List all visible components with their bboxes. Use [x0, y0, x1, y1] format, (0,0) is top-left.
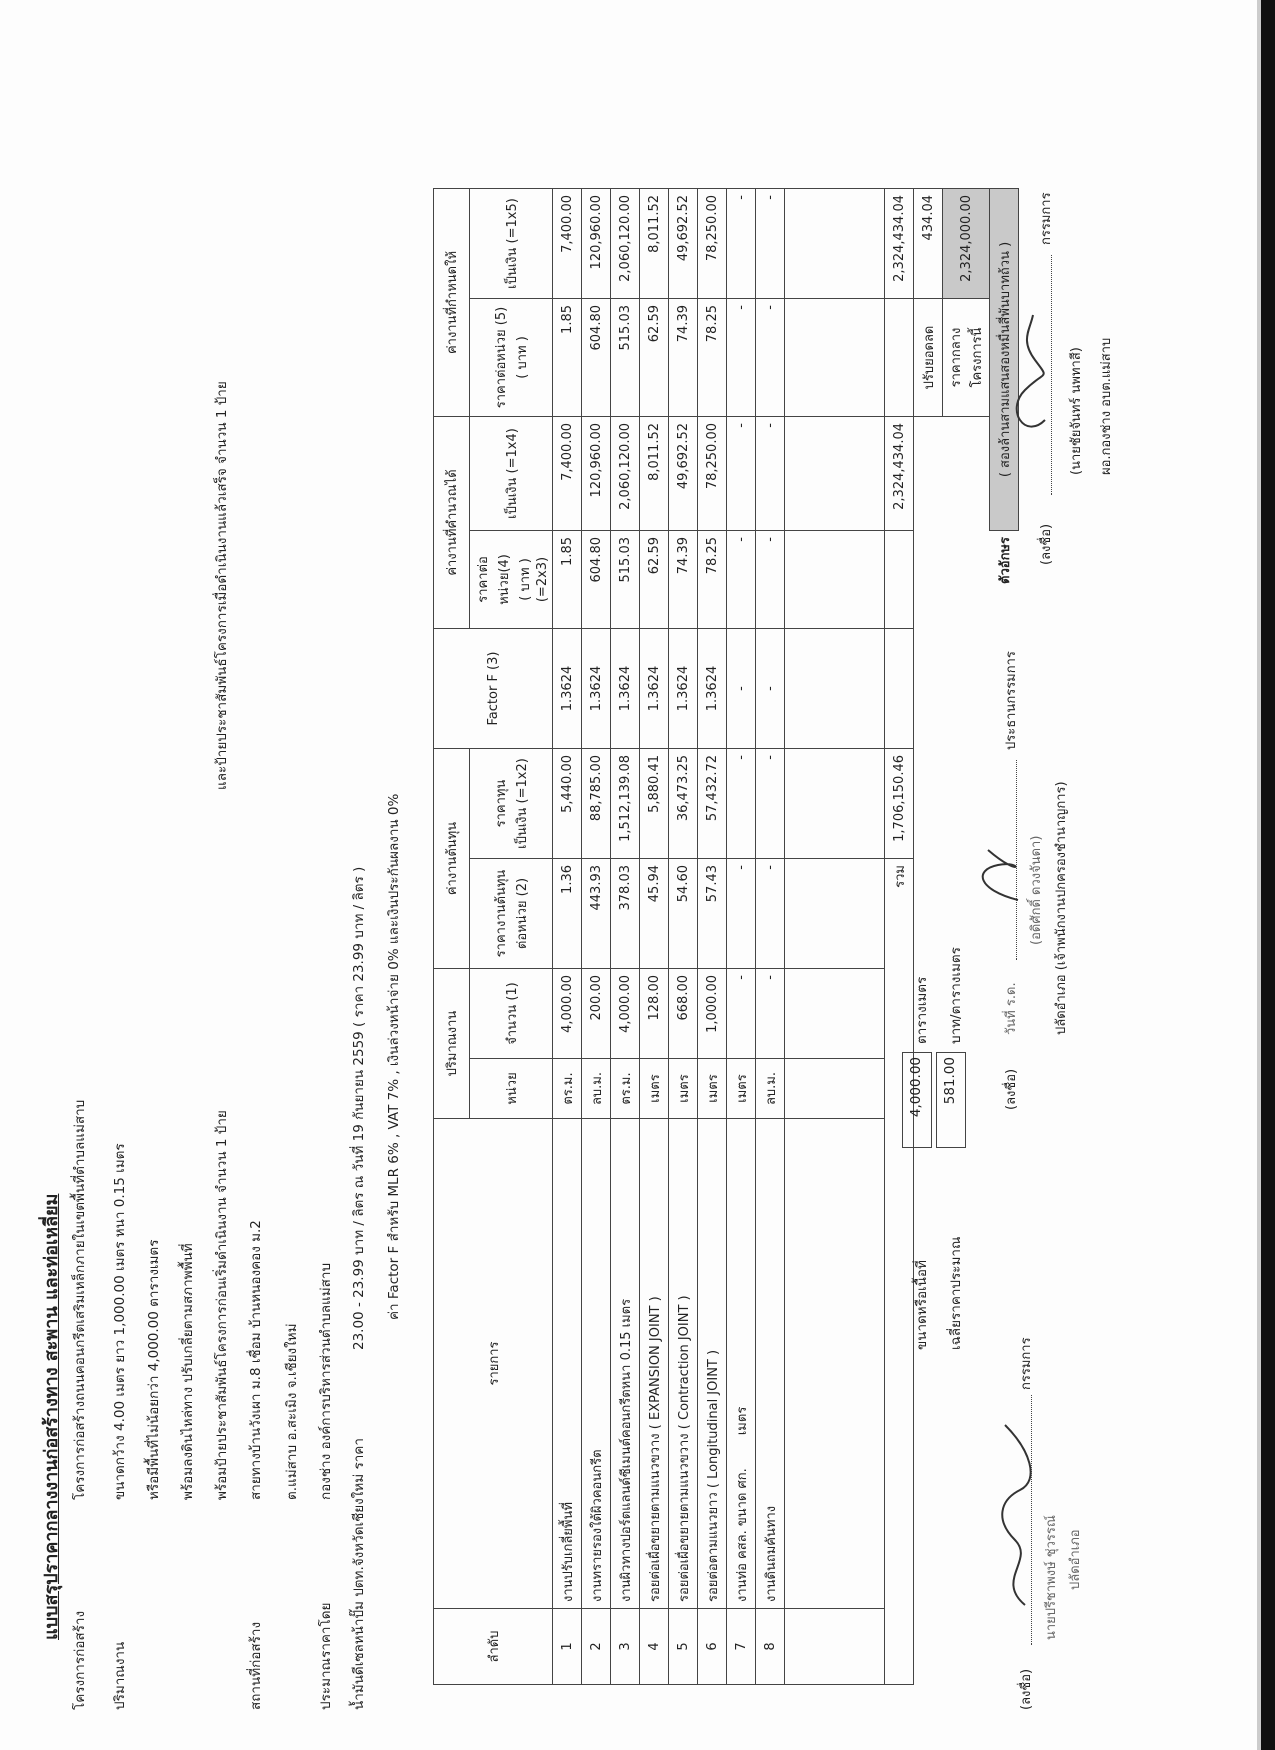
cell-unit: ลบ.ม.: [756, 1059, 785, 1119]
cell-qty: -: [756, 969, 785, 1059]
cell-no: 7: [727, 1609, 756, 1685]
sign2-signature: [968, 830, 1028, 910]
area-unit: ตารางเมตร: [914, 976, 930, 1044]
cell-calc-amount: 7,400.00: [553, 417, 582, 531]
cell-qty: 4,000.00: [611, 969, 640, 1059]
quantity-line-1: ขนาดกว้าง 4.00 เมตร ยาว 1,000.00 เมตร หนา 0.15 เมตร: [112, 1143, 128, 1500]
avg-label: เฉลี่ยราคาประมาณ: [948, 1236, 964, 1350]
table-row: [698, 189, 727, 1685]
table-row: [669, 189, 698, 1685]
header-item: รายการ: [434, 1119, 553, 1609]
sign1-name: นายปรีชาพงษ์ ชุ่วรรณ์: [1044, 1515, 1059, 1640]
cell-set-unit: 515.03: [611, 299, 640, 417]
cell-unit: ตร.ม.: [611, 1059, 640, 1119]
cell-factor: 1.3624: [582, 629, 611, 749]
location-line-1: สายทางบ้านวังเผา ม.8 เชื่อม บ้านหนองคอง ม.2: [248, 1220, 264, 1500]
header-quantity-group: ปริมาณงาน: [434, 969, 470, 1119]
sign3-signature: [1005, 310, 1055, 440]
table-row: [582, 189, 611, 1685]
table-row: [785, 189, 885, 1685]
cell-factor: 1.3624: [640, 629, 669, 749]
cell-item: งานทรายรองใต้ผิวคอนกรีต: [582, 1119, 611, 1609]
rounding-row: [914, 189, 943, 1685]
cell-unit-cost: 54.60: [669, 859, 698, 969]
quantity-label: ปริมาณงาน: [112, 1641, 128, 1710]
cell-item: รอยต่อตามแนวยาว ( Longitudinal JOINT ): [698, 1119, 727, 1609]
cell-unit: เมตร: [669, 1059, 698, 1119]
cell-set-amount: 49,692.52: [669, 189, 698, 299]
sign3-prefix: (ลงชื่อ): [1039, 523, 1054, 565]
cell-factor: 1.3624: [611, 629, 640, 749]
cell-unit-cost: 378.03: [611, 859, 640, 969]
total-set: 2,324,434.04: [885, 189, 914, 299]
table-row: [640, 189, 669, 1685]
cell-cost: -: [727, 749, 756, 859]
area-label: ขนาดหรือเนื้อที่: [914, 1260, 930, 1350]
sign3-name: (นายชัยจันทร์ นพทาสี): [1069, 347, 1084, 475]
total-label: รวม: [885, 859, 914, 1685]
cell-calc-amount: 49,692.52: [669, 417, 698, 531]
sign2-chair: ประธานกรรมการ: [1004, 651, 1019, 750]
location-line-2: ต.แม่สาบ อ.สะเมิง จ.เชียงใหม่: [284, 1323, 300, 1500]
header-cost-amount: [470, 749, 553, 859]
sign1-title: ปลัดอำเภอ: [1068, 1529, 1083, 1590]
cell-calc-unit: 604.80: [582, 531, 611, 629]
quantity-line-4b: และป้ายประชาสัมพันธ์โครงการเมื่อดำเนินงานแล้วเสร็จ จำนวน 1 ป้าย: [214, 381, 230, 790]
cell-unit: เมตร: [640, 1059, 669, 1119]
header-qty: จำนวน (1): [470, 969, 553, 1059]
table-row: [727, 189, 756, 1685]
cell-calc-unit: 78.25: [698, 531, 727, 629]
cell-calc-unit: -: [727, 531, 756, 629]
sign3-role: กรรมการ: [1039, 192, 1054, 245]
cell-cost: 88,785.00: [582, 749, 611, 859]
sign2-title: ปลัดอำเภอ (เจ้าพนักงานปกครองชำนาญการ): [1054, 781, 1069, 1035]
header-unit: หน่วย: [470, 1059, 553, 1119]
location-label: สถานที่ก่อสร้าง: [248, 1621, 264, 1710]
cell-set-unit: 1.85: [553, 299, 582, 417]
quantity-line-3: พร้อมลงดินไหล่ทาง ปรับเกลี่ยตามสภาพพื้นที่: [180, 1243, 196, 1500]
cell-item: งานปรับเกลี่ยพื้นที่: [553, 1119, 582, 1609]
cell-set-amount: 78,250.00: [698, 189, 727, 299]
cell-unit: ลบ.ม.: [582, 1059, 611, 1119]
letters-label: ตัวอักษร: [997, 537, 1013, 584]
median-label: ราคากลางโครงการนี้: [943, 299, 990, 417]
total-calc: 2,324,434.04: [885, 417, 914, 531]
header-no: ลำดับ: [434, 1609, 553, 1685]
cell-calc-amount: 2,060,120.00: [611, 417, 640, 531]
cell-set-unit: 74.39: [669, 299, 698, 417]
total-cost: 1,706,150.46: [885, 749, 914, 859]
cell-item: งานท่อ คสล. ขนาด ศก. เมตร: [727, 1119, 756, 1609]
header-calc-unit-line1: ราคาต่อหน่วย(4): [476, 554, 512, 605]
header-set-group: ค่างานที่กำหนดให้: [434, 189, 470, 417]
quantity-line-4: พร้อมป้ายประชาสัมพันธ์โครงการก่อนเริ่มดำเนินงาน จำนวน 1 ป้าย: [214, 1110, 230, 1500]
cell-calc-unit: 1.85: [553, 531, 582, 629]
cell-calc-amount: 8,011.52: [640, 417, 669, 531]
estimator-value: กองช่าง องค์การบริหารส่วนตำบลแม่สาบ: [318, 1262, 334, 1500]
sign1-signature: [990, 1420, 1040, 1610]
table-row: [611, 189, 640, 1685]
cell-factor: -: [756, 629, 785, 749]
header-unit-cost-line1: ราคางานต้นทุน: [494, 869, 509, 958]
cell-no: 2: [582, 1609, 611, 1685]
cost-table: [433, 188, 1019, 1685]
cell-calc-amount: -: [727, 417, 756, 531]
table-row: [553, 189, 582, 1685]
header-calc-unit-line2: ( บาท ) (=2x3): [518, 556, 550, 603]
header-unit-cost-line2: ต่อหน่วย (2): [515, 877, 530, 950]
cell-no: 8: [756, 1609, 785, 1685]
cell-cost: 5,880.41: [640, 749, 669, 859]
rounding-label: ปรับยอดลด: [914, 299, 943, 417]
cell-unit: ตร.ม.: [553, 1059, 582, 1119]
cell-unit-cost: -: [727, 859, 756, 969]
header-set-unit-line2: ( บาท ): [515, 336, 530, 379]
cell-no: 4: [640, 1609, 669, 1685]
header-cost-amount-line1: ราคาทุน: [494, 779, 509, 828]
sign2-prefix: (ลงชื่อ): [1004, 1068, 1019, 1110]
cell-factor: 1.3624: [669, 629, 698, 749]
cell-factor: 1.3624: [553, 629, 582, 749]
cell-qty: 128.00: [640, 969, 669, 1059]
cell-set-amount: -: [727, 189, 756, 299]
sign2-date: วันที่ ร.ด.: [1004, 982, 1019, 1035]
cell-qty: 668.00: [669, 969, 698, 1059]
cell-calc-amount: 120,960.00: [582, 417, 611, 531]
header-set-unit-line1: ราคาต่อหน่วย (5): [494, 306, 509, 409]
cell-factor: -: [727, 629, 756, 749]
cell-set-amount: 120,960.00: [582, 189, 611, 299]
cell-unit-cost: -: [756, 859, 785, 969]
cell-calc-unit: 74.39: [669, 531, 698, 629]
cell-set-amount: 7,400.00: [553, 189, 582, 299]
cell-set-amount: 2,060,120.00: [611, 189, 640, 299]
cell-calc-unit: -: [756, 531, 785, 629]
sign3-title: ผอ.กองช่าง อบต.แม่สาบ: [1099, 337, 1114, 475]
header-set-unit: [470, 299, 553, 417]
fuel-label: น้ำมันดีเซลหน้าปั๊ม ปตท.จังหวัดเชียงใหม่ ราคา: [351, 1438, 367, 1710]
cell-calc-unit: 62.59: [640, 531, 669, 629]
cell-cost: 36,473.25: [669, 749, 698, 859]
cell-qty: -: [727, 969, 756, 1059]
project-label: โครงการก่อสร้าง: [72, 1610, 88, 1710]
cell-calc-unit: 515.03: [611, 531, 640, 629]
cell-item: รอยต่อเผื่อขยายตามแนวขวาง ( Contraction JOINT ): [669, 1119, 698, 1609]
cell-cost: -: [756, 749, 785, 859]
cell-set-unit: 78.25: [698, 299, 727, 417]
header-calc-unit: [470, 531, 553, 629]
median-value: 2,324,000.00: [943, 189, 990, 299]
header-cost-amount-line2: เป็นเงิน (=1x2): [515, 758, 530, 849]
total-row: [885, 189, 914, 1685]
cell-calc-amount: -: [756, 417, 785, 531]
cell-unit-cost: 443.93: [582, 859, 611, 969]
cell-no: 6: [698, 1609, 727, 1685]
factor-line: ค่า Factor F สำหรับ MLR 6% , VAT 7% , เงินล่วงหน้าจ่าย 0% และเงินประกันผลงาน 0%: [386, 793, 402, 1320]
sign2-name: (อดิศักดิ์ ดวงจันดา): [1029, 835, 1044, 945]
cell-item: งานผิวทางปอร์ตแลนด์ซีเมนต์คอนกรีตหนา 0.15 เมตร: [611, 1119, 640, 1609]
cell-set-amount: 8,011.52: [640, 189, 669, 299]
fuel-value: 23.00 - 23.99 บาท / ลิตร ณ วันที่ 19 กันยายน 2559 ( ราคา 23.99 บาท / ลิตร ): [351, 866, 367, 1350]
cell-item: รอยต่อเผื่อขยายตามแนวขวาง ( EXPANSION JOINT ): [640, 1119, 669, 1609]
cell-unit-cost: 45.94: [640, 859, 669, 969]
header-set-amount: เป็นเงิน (=1x5): [470, 189, 553, 299]
cell-qty: 4,000.00: [553, 969, 582, 1059]
cell-factor: 1.3624: [698, 629, 727, 749]
header-unit-cost: [470, 859, 553, 969]
header-cost-group: ค่างานต้นทุน: [434, 749, 470, 969]
cell-set-unit: -: [727, 299, 756, 417]
sign1-role: กรรมการ: [1019, 1337, 1034, 1390]
rounding-value: 434.04: [914, 189, 943, 299]
cell-item: งานดินถมคันทาง: [756, 1119, 785, 1609]
letters-value: ( สองล้านสามแสนสองหมื่นสี่พันบาทถ้วน ): [990, 189, 1019, 531]
median-row: [943, 189, 990, 1685]
avg-value: 581.00: [936, 1052, 966, 1148]
cell-no: 1: [553, 1609, 582, 1685]
area-value: 4,000.00: [902, 1052, 932, 1148]
cell-no: 3: [611, 1609, 640, 1685]
cell-set-unit: -: [756, 299, 785, 417]
cell-unit-cost: 1.36: [553, 859, 582, 969]
header-factor: Factor F (3): [434, 629, 553, 749]
cell-qty: 1,000.00: [698, 969, 727, 1059]
cell-cost: 5,440.00: [553, 749, 582, 859]
cell-unit: เมตร: [698, 1059, 727, 1119]
cell-set-amount: -: [756, 189, 785, 299]
document-title: แบบสรุปราคากลางงานก่อสร้างทาง สะพาน และท่อเหลี่ยม: [41, 1193, 62, 1640]
cell-unit: เมตร: [727, 1059, 756, 1119]
sign1-prefix: (ลงชื่อ): [1019, 1668, 1034, 1710]
cell-unit-cost: 57.43: [698, 859, 727, 969]
cell-set-unit: 62.59: [640, 299, 669, 417]
quantity-line-2: หรือมีพื้นที่ไม่น้อยกว่า 4,000.00 ตารางเมตร: [146, 1239, 162, 1500]
cell-qty: 200.00: [582, 969, 611, 1059]
estimator-label: ประมาณราคาโดย: [318, 1602, 334, 1710]
table-row: [756, 189, 785, 1685]
cell-cost: 57,432.72: [698, 749, 727, 859]
cell-set-unit: 604.80: [582, 299, 611, 417]
cell-no: 5: [669, 1609, 698, 1685]
avg-unit: บาท/ตารางเมตร: [948, 947, 964, 1044]
cell-calc-amount: 78,250.00: [698, 417, 727, 531]
header-calc-group: ค่างานที่คำนวณได้: [434, 417, 470, 629]
project-value: โครงการก่อสร้างถนนคอนกรีตเสริมเหล็กภายในเขตพื้นที่ตำบลแม่สาบ: [72, 1099, 88, 1500]
cell-cost: 1,512,139.08: [611, 749, 640, 859]
header-calc-amount: เป็นเงิน (=1x4): [470, 417, 553, 531]
